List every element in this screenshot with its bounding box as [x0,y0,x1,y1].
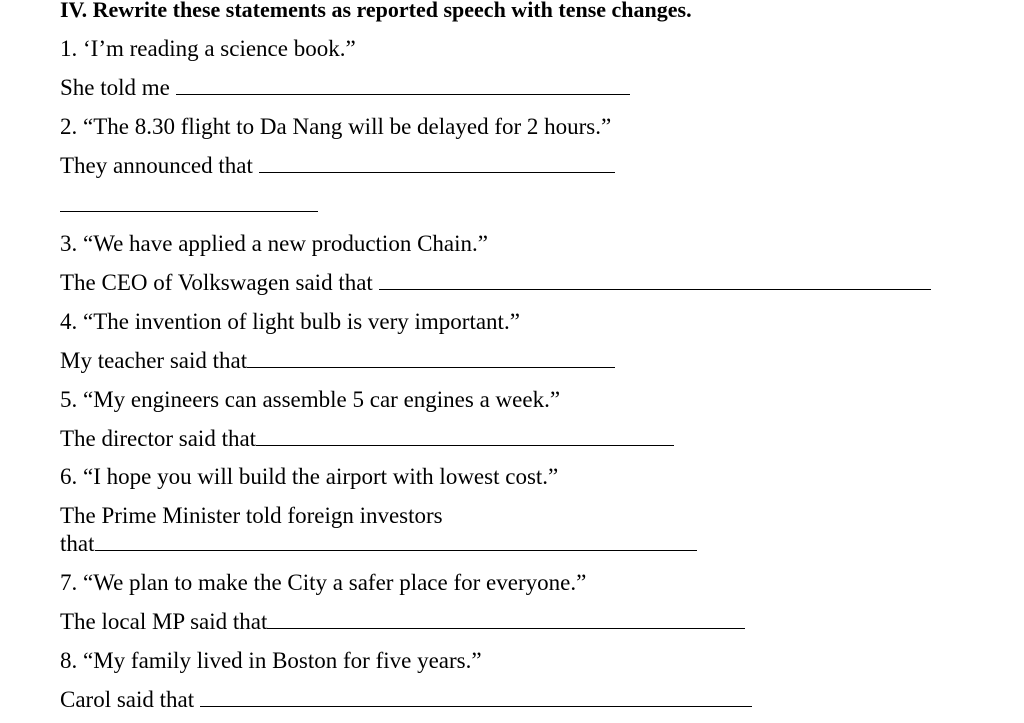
statement-text: “The 8.30 flight to Da Nang will be delayed for 2 hours.” [83,114,612,139]
answer-prompt: My teacher said that [60,348,248,373]
item-4-statement [60,308,520,336]
exercise-heading: IV. Rewrite these statements as reported speech with tense changes. [60,0,692,22]
answer-blank[interactable] [247,349,615,368]
statement-text: “The invention of light bulb is very important.” [83,309,520,334]
item-5-answer-line [60,425,674,453]
answer-blank[interactable] [256,427,674,446]
answer-prompt: The local MP said that [60,609,268,634]
item-8-statement [60,647,482,675]
item-2-statement [60,113,611,141]
statement-text: “I hope you will build the airport with lowest cost.” [83,464,559,489]
item-4-answer-line [60,347,615,375]
item-number: 8. [60,648,78,673]
item-number: 1. [60,36,78,61]
item-2-answer-continuation [60,191,318,219]
answer-prompt: The director said that [60,426,257,451]
statement-text: ‘I’m reading a science book.” [83,36,356,61]
item-number: 7. [60,570,78,595]
item-1-answer-line [60,74,630,102]
item-8-answer-line [60,686,752,714]
statement-text: “My family lived in Boston for five years.” [83,648,482,673]
answer-blank[interactable] [259,154,615,173]
item-5-statement [60,386,560,414]
answer-prompt: Carol said that [60,687,195,712]
answer-prompt-continued: that [60,531,95,556]
answer-blank[interactable] [60,193,318,212]
item-6-statement [60,463,558,491]
answer-blank[interactable] [379,271,931,290]
statement-text: “We have applied a new production Chain.” [83,231,488,256]
answer-prompt: The CEO of Volkswagen said that [60,270,373,295]
answer-prompt: The Prime Minister told foreign investors [60,503,443,528]
item-number: 3. [60,231,78,256]
item-7-answer-line [60,608,745,636]
statement-text: “My engineers can assemble 5 car engines a week.” [83,387,561,412]
item-number: 6. [60,464,78,489]
answer-blank[interactable] [200,688,752,707]
item-3-statement [60,230,488,258]
item-3-answer-line [60,269,931,297]
item-2-answer-line [60,152,615,180]
item-number: 5. [60,387,78,412]
item-6-answer-line [60,502,443,530]
answer-blank[interactable] [176,76,630,95]
answer-blank[interactable] [95,532,697,551]
item-1-statement [60,35,356,63]
statement-text: “We plan to make the City a safer place for everyone.” [83,570,587,595]
item-6-answer-continuation [60,530,697,558]
answer-blank[interactable] [267,610,745,629]
answer-prompt: They announced that [60,153,253,178]
item-number: 2. [60,114,78,139]
item-number: 4. [60,309,78,334]
answer-prompt: She told me [60,75,170,100]
item-7-statement [60,569,586,597]
